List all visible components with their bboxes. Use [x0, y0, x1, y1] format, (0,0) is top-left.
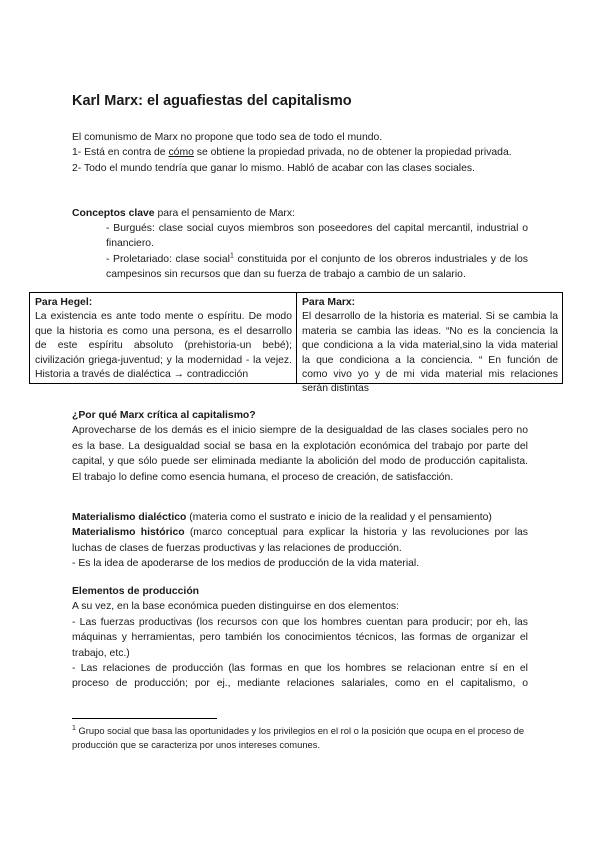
historic-label: Materialismo histórico [72, 527, 185, 539]
concept-proletariado-text: - Proletariado: clase social [106, 253, 230, 265]
dialectic-text: (materia como el sustrato e inicio de la realidad y el pensamiento) [186, 512, 492, 523]
intro-point-2: 2- Todo el mundo tendría que ganar lo mismo. Habló de acabar con las clases sociales. [72, 162, 475, 174]
materialism-dialectic [72, 510, 528, 525]
page-title: Karl Marx: el aguafiestas del capitalismo [72, 93, 352, 109]
critique-text: Aprovecharse de los demás es el inicio siempre de la desigualdad de las clases sociales pero no es la base. La desigualdad social se basa en la explotación económica del trabajo por parte del capital, y que sólo puede ser eliminada mediante la abolición del modo de producción capitalista. El trabajo lo define como esencia humana, el proceso de creación, de satisfacción. [72, 425, 528, 483]
marx-text: El desarrollo de la historia es material. Si se cambia la materia se cambia las ideas. “No es la conciencia la que condiciona a la vida material,sino la vida material la que condiciona a la conciencia. “ En función de como vivo yo y de mi vida material mis relaciones serán distintas [302, 311, 558, 395]
hegel-text: La existencia es ante todo mente o espíritu. De modo que la historia es como una persona, es el desarrollo de este espíritu absoluto (prehistoria-un bebé); civilización griega-juventud; y la modernidad - la vejez. [35, 311, 292, 366]
hegel-last-line: Historia a través de dialéctica → contradicción [35, 369, 249, 381]
intro-point-1-text: 1- Está en contra de [72, 147, 169, 159]
footnote-marker: 1 [72, 724, 76, 732]
intro-point-1-rest: se obtiene la propiedad privada, no de obtener la propiedad privada. [193, 147, 512, 159]
concepts-heading: Conceptos clave [72, 208, 155, 219]
footnote [72, 724, 528, 752]
concept-proletariado [106, 252, 528, 283]
intro-section [72, 130, 528, 176]
comparison-table [29, 292, 563, 395]
footnote-text: Grupo social que basa las oportunidades y los privilegios en el rol o la posición que ocupa en el proceso de producción que se caracteriza por unos intereses comunes. [72, 725, 525, 750]
historic-text: (marco conceptual para explicar la historia y las revoluciones por las luchas de clases de fuerzas productivas y las relaciones de producción. [72, 527, 528, 554]
concepts-heading-rest: para el pensamiento de Marx: [154, 208, 295, 219]
elements-intro: A su vez, en la base económica pueden distinguirse en dos elementos: [72, 601, 399, 613]
materialism-note: - Es la idea de apoderarse de los medios de producción de la vida material. [72, 558, 420, 570]
elements-item-1: - Las fuerzas productivas (los recursos con que los hombres cuentan para producir; por eh, las máquinas y herramientas, pero también los conocimientos técnicos, las formas de organizar el trabajo, etc.) [72, 616, 528, 659]
intro-line: El comunismo de Marx no propone que todo sea de todo el mundo. [72, 132, 383, 143]
materialism-historic [72, 525, 528, 556]
dialectic-label: Materialismo dialéctico [72, 512, 187, 523]
concepts-list [106, 221, 528, 283]
hegel-column [30, 293, 296, 383]
elements-section [72, 584, 528, 692]
critique-heading: ¿Por qué Marx crítica al capitalismo? [72, 410, 256, 421]
critique-section [72, 408, 528, 485]
elements-item-2: - Las relaciones de producción (las formas en que los hombres se relacionan entre sí en el proceso de producción; por ej., mediante relaciones salariales, como en el capitalismo, o [72, 663, 528, 690]
concept-burgues: - Burgués: clase social cuyos miembros son poseedores del capital mercantil, industrial o financiero. [106, 223, 528, 250]
footnote-divider [72, 718, 217, 719]
intro-point-1 [72, 145, 528, 160]
marx-column [296, 293, 562, 395]
materialism-section [72, 510, 528, 572]
concept-proletariado-rest: constituida por el conjunto de los obreros industriales y de los campesinos sin recursos que dan su fuerza de trabajo a cambio de un salario. [106, 253, 529, 281]
concepts-heading-line [72, 206, 528, 221]
underlined-word: cómo [168, 147, 194, 159]
marx-heading: Para Marx: [302, 297, 356, 308]
elements-heading: Elementos de producción [72, 586, 200, 597]
hegel-heading: Para Hegel: [35, 297, 93, 308]
footnote-ref: 1 [229, 252, 234, 260]
